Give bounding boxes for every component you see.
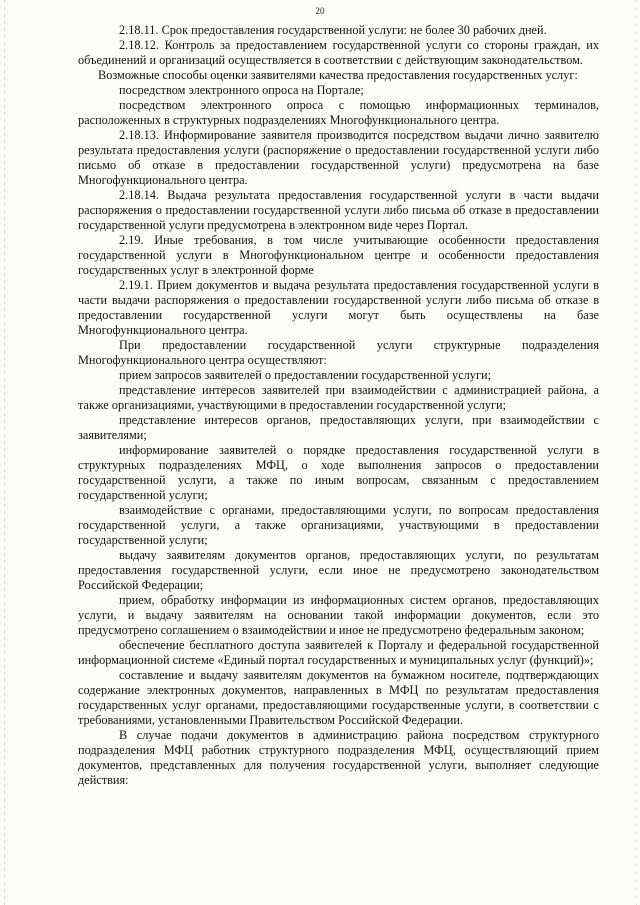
list-item-information-processing: прием, обработку информации из информационных систем органов, предоставляющих услуги, и выдачу заявителям на основании такой информации документов, если это предусмотрено соглашением о взаимодействии и иное не предусмотрено федеральным законом; [78, 593, 599, 637]
scan-edge-right [636, 0, 637, 905]
list-item-interaction: взаимодействие с органами, предоставляющими услуги, по вопросам предоставления государственной услуги, а также организациями, участвующими в предоставлении государственной услуги; [78, 503, 599, 547]
list-item-applicant-representation: представление интересов заявителей при взаимодействии с администрацией района, а также организациями, участвующими в предоставлении государственной услуги; [78, 383, 599, 412]
paragraph-2-19-1: 2.19.1. Прием документов и выдача результата предоставления государственной услуги в части выдачи распоряжения о предоставлении государственной услуги либо письма об отказе в предоставлении государственной услуги могут быть осуществлены на базе Многофункционального центра. [78, 278, 599, 337]
paragraph-2-18-12: 2.18.12. Контроль за предоставлением государственной услуги со стороны граждан, их объединений и организаций осуществляется в соответствии с действующим законодательством. [78, 38, 599, 67]
paragraph-quality-methods: Возможные способы оценки заявителями качества предоставления государственных услуг: [98, 68, 578, 82]
list-item-informing: информирование заявителей о порядке предоставления государственной услуги в структурных подразделениях МФЦ, о ходе выполнения запросов о предоставлении государственной услуги, а также по иным вопросам, связанным с предоставлением государственной услуги; [78, 443, 599, 502]
scan-edge-left [4, 0, 5, 905]
list-item-portal-survey: посредством электронного опроса на Портале; [119, 83, 364, 97]
paragraph-2-19: 2.19. Иные требования, в том числе учитывающие особенности предоставления государственной услуги в Многофункциональном центре и особенности предоставления государственных услуг в электронной форме [78, 233, 599, 277]
paragraph-2-18-13: 2.18.13. Информирование заявителя производится посредством выдачи лично заявителю результата предоставления услуги (распоряжение о предоставлении государственной услуги либо письмо об отказе в предоставлении государственной услуги) предусмотрена на базе Многофункционального центра. [78, 128, 599, 187]
list-item-paper-documents: составление и выдачу заявителям документов на бумажном носителе, подтверждающих содержание электронных документов, направленных в МФЦ по результатам предоставления государственных услуг органами, предоставляющими государственные услуги, в соответствии с требованиями, установленными Правительством Российской Федерации. [78, 668, 599, 727]
paragraph-submission-actions: В случае подачи документов в администрацию района посредством структурного подразделения МФЦ работник структурного подразделения МФЦ, осуществляющий прием документов, представленных для получения государственной услуги, выполняет следующие действия: [78, 728, 599, 787]
paragraph-mfc-functions-intro: При предоставлении государственной услуги структурные подразделения Многофункционального центра осуществляют: [78, 338, 599, 367]
paragraph-2-18-11: 2.18.11. Срок предоставления государственной услуги: не более 30 рабочих дней. [119, 23, 547, 37]
list-item-terminal-survey: посредством электронного опроса с помощью информационных терминалов, расположенных в структурных подразделениях Многофункционального центра. [78, 98, 599, 127]
document-body [78, 23, 599, 788]
list-item-document-issuance: выдачу заявителям документов органов, предоставляющих услуги, по результатам предоставления государственной услуги, если иное не предусмотрено законодательством Российской Федерации; [78, 548, 599, 592]
list-item-portal-access: обеспечение бесплатного доступа заявителей к Порталу и федеральной государственной информационной системе «Единый портал государственных и муниципальных услуг (функций)»; [78, 638, 599, 667]
list-item-agency-representation: представление интересов органов, предоставляющих услуги, при взаимодействии с заявителями; [78, 413, 599, 442]
page-number: 20 [315, 6, 325, 16]
paragraph-2-18-14: 2.18.14. Выдача результата предоставления государственной услуги в части выдачи распоряжения о предоставлении государственной услуги либо письма об отказе в предоставлении государственной услуги предусмотрена в электронном виде через Портал. [78, 188, 599, 232]
list-item-request-intake: прием запросов заявителей о предоставлении государственной услуги; [119, 368, 491, 382]
